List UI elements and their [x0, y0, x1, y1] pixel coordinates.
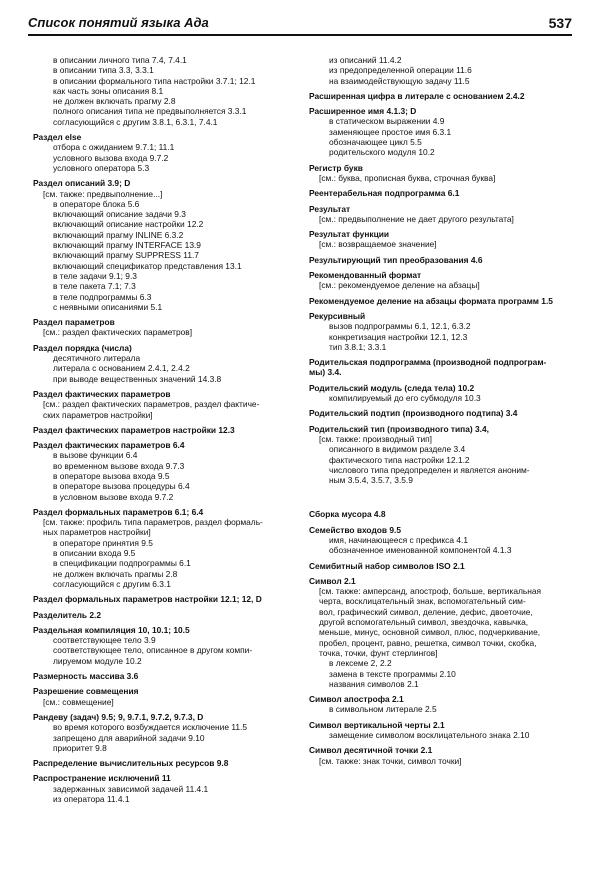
index-entry [33, 343, 301, 384]
index-entry-crossref: [см.: раздел фактических параметров] [43, 327, 193, 338]
index-entry [309, 163, 569, 184]
index-entry-heading: Результат функции [309, 229, 390, 240]
index-entry [33, 712, 301, 753]
index-subentry: литерала с основанием 2.4.1, 2.4.2 [53, 363, 190, 374]
index-subentry: включающий описание задачи 9.3 [53, 209, 186, 220]
index-entry-crossref: [см. также: предвыполнение...] [43, 188, 163, 199]
index-subentry: приоритет 9.8 [53, 742, 107, 753]
index-entry [33, 132, 301, 173]
index-subentry: в условном вызове входа 9.7.2 [53, 491, 174, 502]
index-entry [33, 671, 301, 681]
index-entry [33, 389, 301, 420]
index-entry [33, 507, 301, 589]
index-entry-heading: Раздел фактических параметров [33, 388, 171, 399]
index-entry-heading: Раздел формальных параметров настройки 12.1; 12, D [33, 594, 262, 605]
index-entry-crossref: [см. также: профиль типа параметров, раздел формаль- [43, 517, 263, 528]
index-subentry: во время которого возбуждается исключение 11.5 [53, 722, 247, 733]
index-subentry: в операторе вызова процедуры 6.4 [53, 481, 190, 492]
index-subentry: десятичного литерала [53, 353, 141, 364]
index-entry [309, 525, 569, 556]
index-entry [33, 610, 301, 620]
index-subentry: компилируемый до его субмодуля 10.3 [329, 393, 481, 404]
index-entry-heading: Расширенная цифра в литерале с основанием 2.4.2 [309, 90, 525, 101]
index-entry [309, 311, 569, 352]
index-subentry: условного оператора 5.3 [53, 162, 150, 173]
index-subentry: в описании типа 3.3, 3.3.1 [53, 65, 154, 76]
index-entry-heading: Семибитный набор символов ISO 2.1 [309, 560, 465, 571]
index-subentry: в теле пакета 7.1; 7.3 [53, 281, 136, 292]
index-entry-crossref: пробел, процент, равно, решетка, символ точки, скобка, [319, 637, 537, 648]
index-subentry: не должен включать прагмы 2.8 [53, 568, 178, 579]
index-entry [33, 686, 301, 707]
index-entry-heading: Раздел порядка (числа) [33, 342, 132, 353]
index-subentry: условного вызова входа 9.7.2 [53, 152, 169, 163]
index-subentry: конкретизация настройки 12.1, 12.3 [329, 331, 468, 342]
index-subentry: названия символов 2.1 [329, 678, 419, 689]
index-entry-heading: Результирующий тип преобразования 4.6 [309, 254, 483, 265]
index-entry [33, 773, 301, 804]
index-entry-heading: Раздел описаний 3.9; D [33, 178, 131, 189]
index-subentry: имя, начинающееся с префикса 4.1 [329, 534, 468, 545]
index-entry [309, 255, 569, 265]
index-entry-crossref: [см.: совмещение] [43, 696, 114, 707]
index-subentry: как часть зоны описания 8.1 [53, 85, 164, 96]
index-entry-crossref: [см. также: амперсанд, апостроф, больше, вертикальная [319, 586, 542, 597]
index-entry-heading: Семейство входов 9.5 [309, 524, 401, 535]
page-number: 537 [548, 15, 572, 31]
index-entry-heading: Родительский тип (производного типа) 3.4, [309, 423, 489, 434]
index-subentry: включающий спецификатор представления 13.1 [53, 260, 242, 271]
index-entry-heading: Регистр букв [309, 162, 363, 173]
index-subentry: на взаимодействующую задачу 11.5 [329, 75, 470, 86]
index-entry [309, 720, 569, 741]
index-entry [309, 383, 569, 404]
index-entry-heading: Размерность массива 3.6 [33, 671, 139, 682]
index-subentry: во временном вызове входа 9.7.3 [53, 460, 185, 471]
index-entry-heading: Родительский подтип (производного подтипа) 3.4 [309, 408, 518, 419]
index-entry [309, 576, 569, 689]
index-entry-crossref: [см.: рекомендуемое деление на абзацы] [319, 280, 480, 291]
index-subentry: при выводе вещественных значений 14.3.8 [53, 373, 222, 384]
index-subentry: соответствующее тело, описанное в другом компи- [53, 645, 253, 656]
index-column-left [33, 55, 301, 809]
index-entry-crossref: точка, точки, фунт стерлингов] [319, 647, 438, 658]
index-entry [309, 408, 569, 418]
index-entry-crossref: [см.: возвращаемое значение] [319, 239, 437, 250]
index-entry [33, 440, 301, 502]
index-subentry: в операторе блока 5.6 [53, 198, 140, 209]
index-entry-heading: Родительский модуль (следа тела) 10.2 [309, 382, 475, 393]
index-subentry: числового типа предопределен и является аноним- [329, 464, 530, 475]
index-subentry: в вызове функции 6.4 [53, 450, 138, 461]
index-entry-heading: Символ апострофа 2.1 [309, 694, 404, 705]
index-entry-crossref: [см.: предвыполнение не дает другого результата] [319, 213, 514, 224]
index-subentry: включающий прагму SUPPRESS 11.7 [53, 250, 199, 261]
index-entry-heading: Рекурсивный [309, 310, 366, 321]
index-entry-heading: Символ вертикальной черты 2.1 [309, 719, 445, 730]
index-subentry: из предопределенной операции 11.6 [329, 65, 472, 76]
index-subentry: в статическом выражении 4.9 [329, 116, 445, 127]
index-entry-heading: Раздел формальных параметров 6.1; 6.4 [33, 506, 204, 517]
index-entry-heading: Разделитель 2.2 [33, 609, 102, 620]
index-entry-crossref: черта, восклицательный знак, вспомогательный сим- [319, 596, 526, 607]
index-entry-heading: Родительская подпрограмма (производной подпрограм- [309, 357, 547, 368]
index-entry [309, 188, 569, 198]
index-entry-heading: Раздел else [33, 132, 82, 143]
index-subentry: вызов подпрограммы 6.1, 12.1, 6.3.2 [329, 321, 471, 332]
index-entry-heading: Расширенное имя 4.1.3; D [309, 106, 417, 117]
index-entry [309, 204, 569, 225]
index-column-right [309, 55, 569, 771]
index-entry [309, 509, 569, 519]
index-subentry: запрещено для аварийной задачи 9.10 [53, 732, 205, 743]
index-subentry: с неявными описаниями 5.1 [53, 301, 163, 312]
index-subentry: обозначенное именованной компонентой 4.1.3 [329, 545, 512, 556]
index-entry [309, 106, 569, 157]
index-subentry: в теле задачи 9.1; 9.3 [53, 270, 137, 281]
index-subentry: в лексеме 2, 2.2 [329, 658, 392, 669]
index-subentry: отбора с ожиданием 9.7.1; 11.1 [53, 142, 175, 153]
index-subentry: замена в тексте программы 2.10 [329, 668, 456, 679]
index-entry-heading: Распределение вычислительных ресурсов 9.8 [33, 758, 229, 769]
index-entry-heading: Символ десятичной точки 2.1 [309, 745, 433, 756]
index-subentry: задержанных зависимой задачей 11.4.1 [53, 783, 209, 794]
index-subentry: заменяющее простое имя 6.3.1 [329, 126, 452, 137]
index-subentry: включающий прагму INTERFACE 13.9 [53, 240, 201, 251]
index-subentry: ным 3.5.4, 3.5.7, 3.5.9 [329, 475, 413, 486]
index-entry [309, 745, 569, 766]
index-subentry: описанного в видимом разделе 3.4 [329, 444, 466, 455]
index-entry [309, 270, 569, 291]
index-entry-crossref: [см.: раздел фактических параметров, раздел фактиче- [43, 399, 260, 410]
index-entry-heading: Рекомендованный формат [309, 270, 422, 281]
index-entry [309, 55, 569, 86]
index-entry [33, 55, 301, 127]
index-subentry: обозначающее цикл 5.5 [329, 137, 422, 148]
index-entry-crossref: вол, графический символ, деление, дефис, двоеточие, [319, 606, 533, 617]
index-subentry: родительского модуля 10.2 [329, 147, 435, 158]
index-entry-heading: мы) 3.4. [309, 367, 342, 378]
index-entry-heading: Символ 2.1 [309, 575, 356, 586]
index-entry-heading: Раздел фактических параметров настройки 12.3 [33, 424, 235, 435]
index-entry [309, 229, 569, 250]
index-entry-crossref: [см. также: знак точки, символ точки] [319, 755, 462, 766]
index-subentry: замещение символом восклицательного знака 2.10 [329, 730, 530, 741]
index-entry-crossref: меньше, минус, основной символ, плюс, подчеркивание, [319, 627, 541, 638]
index-subentry: в операторе принятия 9.5 [53, 537, 153, 548]
index-entry-crossref: ных параметров настройки] [43, 527, 151, 538]
index-entry-crossref: ских параметров настройки] [43, 409, 153, 420]
index-entry-heading: Рандеву (задач) 9.5; 9, 9.7.1, 9.7.2, 9.7.3, D [33, 711, 204, 722]
index-entry-heading: Разрешение совмещения [33, 686, 139, 697]
index-entry [33, 425, 301, 435]
index-entry [309, 91, 569, 101]
index-subentry: согласующийся с другим 3.8.1, 6.3.1, 7.4.1 [53, 116, 218, 127]
index-entry-crossref: [см.: буква, прописная буква, строчная буква] [319, 172, 496, 183]
index-subentry: не должен включать прагму 2.8 [53, 96, 176, 107]
index-subentry: из оператора 11.4.1 [53, 794, 130, 804]
index-entry-heading: Сборка мусора 4.8 [309, 509, 386, 520]
index-subentry: из описаний 11.4.2 [329, 55, 402, 65]
page-header [28, 10, 572, 36]
index-subentry: в символьном литерале 2.5 [329, 704, 437, 715]
index-subentry: согласующийся с другим 6.3.1 [53, 578, 171, 589]
index-entry-crossref: [см. также: производный тип] [319, 433, 433, 444]
index-subentry: в описании формального типа настройки 3.7.1; 12.1 [53, 75, 256, 86]
index-entry [309, 561, 569, 571]
index-entry [33, 594, 301, 604]
index-subentry: тип 3.8.1; 3.3.1 [329, 341, 387, 352]
index-entry [33, 625, 301, 666]
index-subentry: фактического типа настройки 12.1.2 [329, 454, 470, 465]
running-title: Список понятий языка Ада [28, 15, 209, 30]
index-entry [33, 758, 301, 768]
index-entry-heading: Рекомендуемое деление на абзацы формата программ 1.5 [309, 295, 553, 306]
index-subentry: в спецификации подпрограммы 6.1 [53, 558, 191, 569]
index-subentry: полного описания типа не предвыполняется 3.3.1 [53, 106, 247, 117]
index-entry-heading: Распространение исключений 11 [33, 773, 171, 784]
index-entry-heading: Раздельная компиляция 10, 10.1; 10.5 [33, 624, 190, 635]
index-entry [309, 296, 569, 306]
index-entry-heading: Результат [309, 203, 351, 214]
index-entry-heading: Раздел параметров [33, 317, 115, 328]
index-entry [33, 178, 301, 312]
index-subentry: в описании входа 9.5 [53, 548, 136, 559]
index-subentry: в теле подпрограммы 6.3 [53, 291, 152, 302]
index-subentry: в описании личного типа 7.4, 7.4.1 [53, 55, 187, 65]
index-subentry: соответствующее тело 3.9 [53, 635, 156, 646]
index-subentry: включающий прагму INLINE 6.3.2 [53, 229, 184, 240]
index-subentry: включающий описание настройки 12.2 [53, 219, 204, 230]
index-subentry: в операторе вызова входа 9.5 [53, 470, 170, 481]
index-entry-heading: Раздел фактических параметров 6.4 [33, 440, 185, 451]
index-entry [33, 317, 301, 338]
index-entry [309, 424, 569, 486]
index-entry-heading: Реентерабельная подпрограмма 6.1 [309, 188, 460, 199]
index-entry [309, 357, 569, 378]
index-subentry: лируемом модуле 10.2 [53, 655, 142, 666]
index-entry-crossref: другой вспомогательный символ, звездочка, кавычка, [319, 617, 529, 628]
index-entry [309, 694, 569, 715]
